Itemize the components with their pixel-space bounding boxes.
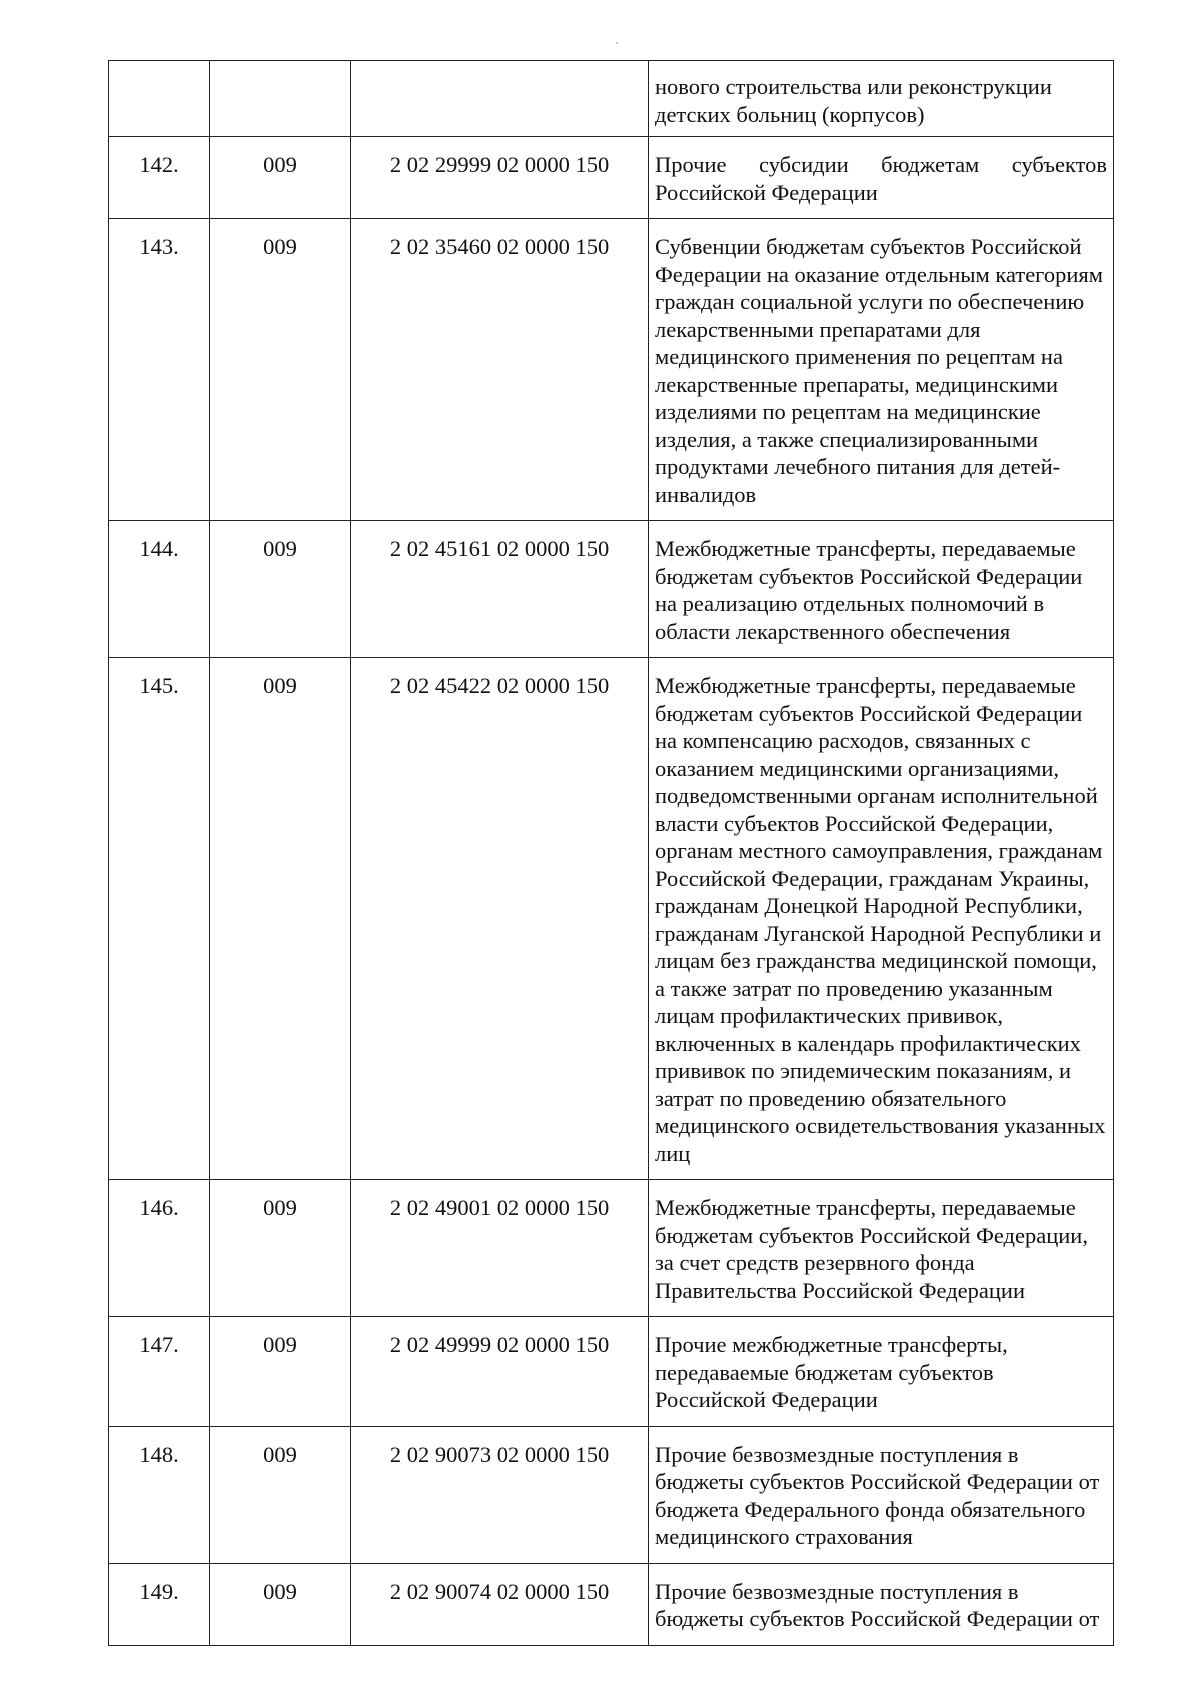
budget-codes-table [108,60,1114,1646]
row-number: 146. [109,1180,210,1317]
admin-code: 009 [210,521,351,658]
budget-classification-code: 2 02 35460 02 0000 150 [351,219,649,521]
row-number: 145. [109,658,210,1180]
admin-code: 009 [210,1563,351,1645]
admin-code [210,61,351,137]
table-row [109,658,1114,1180]
revenue-name: нового строительства или реконструкции детских больниц (корпусов) [649,61,1114,137]
admin-code: 009 [210,658,351,1180]
admin-code: 009 [210,1317,351,1427]
revenue-name: Межбюджетные трансферты, передаваемые бюджетам субъектов Российской Федерации на реализацию отдельных полномочий в области лекарственного обеспечения [649,521,1114,658]
revenue-name: Прочие безвозмездные поступления в бюджеты субъектов Российской Федерации от [649,1563,1114,1645]
table-row [109,137,1114,219]
budget-classification-code: 2 02 29999 02 0000 150 [351,137,649,219]
row-number: 142. [109,137,210,219]
table-row [109,521,1114,658]
budget-classification-code: 2 02 45422 02 0000 150 [351,658,649,1180]
row-number: 149. [109,1563,210,1645]
budget-classification-code: 2 02 90073 02 0000 150 [351,1426,649,1563]
admin-code: 009 [210,1426,351,1563]
revenue-name: Прочие межбюджетные трансферты, передаваемые бюджетам субъектов Российской Федерации [649,1317,1114,1427]
row-number: 143. [109,219,210,521]
table-row [109,219,1114,521]
revenue-name: Межбюджетные трансферты, передаваемые бюджетам субъектов Российской Федерации на компенсацию расходов, связанных с оказанием медицинскими организациями, подведомственными органам исполнительной власти субъектов Российской Федерации, органам местного самоуправления, гражданам Российской Федерации, гражданам Украины, гражданам Донецкой Народной Республики, гражданам Луганской Народной Республики и лицам без гражданства медицинской помощи, а также затрат по проведению указанным лицам профилактических прививок, включенных в календарь профилактических прививок по эпидемическим показаниям, и затрат по проведению обязательного медицинского освидетельствования указанных лиц [649,658,1114,1180]
budget-classification-code: 2 02 45161 02 0000 150 [351,521,649,658]
revenue-name: Межбюджетные трансферты, передаваемые бюджетам субъектов Российской Федерации, за счет средств резервного фонда Правительства Российской Федерации [649,1180,1114,1317]
budget-classification-code [351,61,649,137]
scan-speck [616,42,618,44]
table-row [109,1426,1114,1563]
admin-code: 009 [210,137,351,219]
revenue-name: Субвенции бюджетам субъектов Российской Федерации на оказание отдельным категориям граждан социальной услуги по обеспечению лекарственными препаратами для медицинского применения по рецептам на лекарственные препараты, медицинскими изделиями по рецептам на медицинские изделия, а также специализированными продуктами лечебного питания для детей-инвалидов [649,219,1114,521]
table-row [109,61,1114,137]
revenue-name: Прочие безвозмездные поступления в бюджеты субъектов Российской Федерации от бюджета Федерального фонда обязательного медицинского страхования [649,1426,1114,1563]
budget-classification-code: 2 02 49001 02 0000 150 [351,1180,649,1317]
row-number [109,61,210,137]
table-row [109,1563,1114,1645]
table-row [109,1180,1114,1317]
table-row [109,1317,1114,1427]
budget-classification-code: 2 02 49999 02 0000 150 [351,1317,649,1427]
row-number: 144. [109,521,210,658]
row-number: 148. [109,1426,210,1563]
admin-code: 009 [210,219,351,521]
budget-classification-code: 2 02 90074 02 0000 150 [351,1563,649,1645]
revenue-name: Прочие субсидии бюджетам субъектов Российской Федерации [649,137,1114,219]
row-number: 147. [109,1317,210,1427]
admin-code: 009 [210,1180,351,1317]
